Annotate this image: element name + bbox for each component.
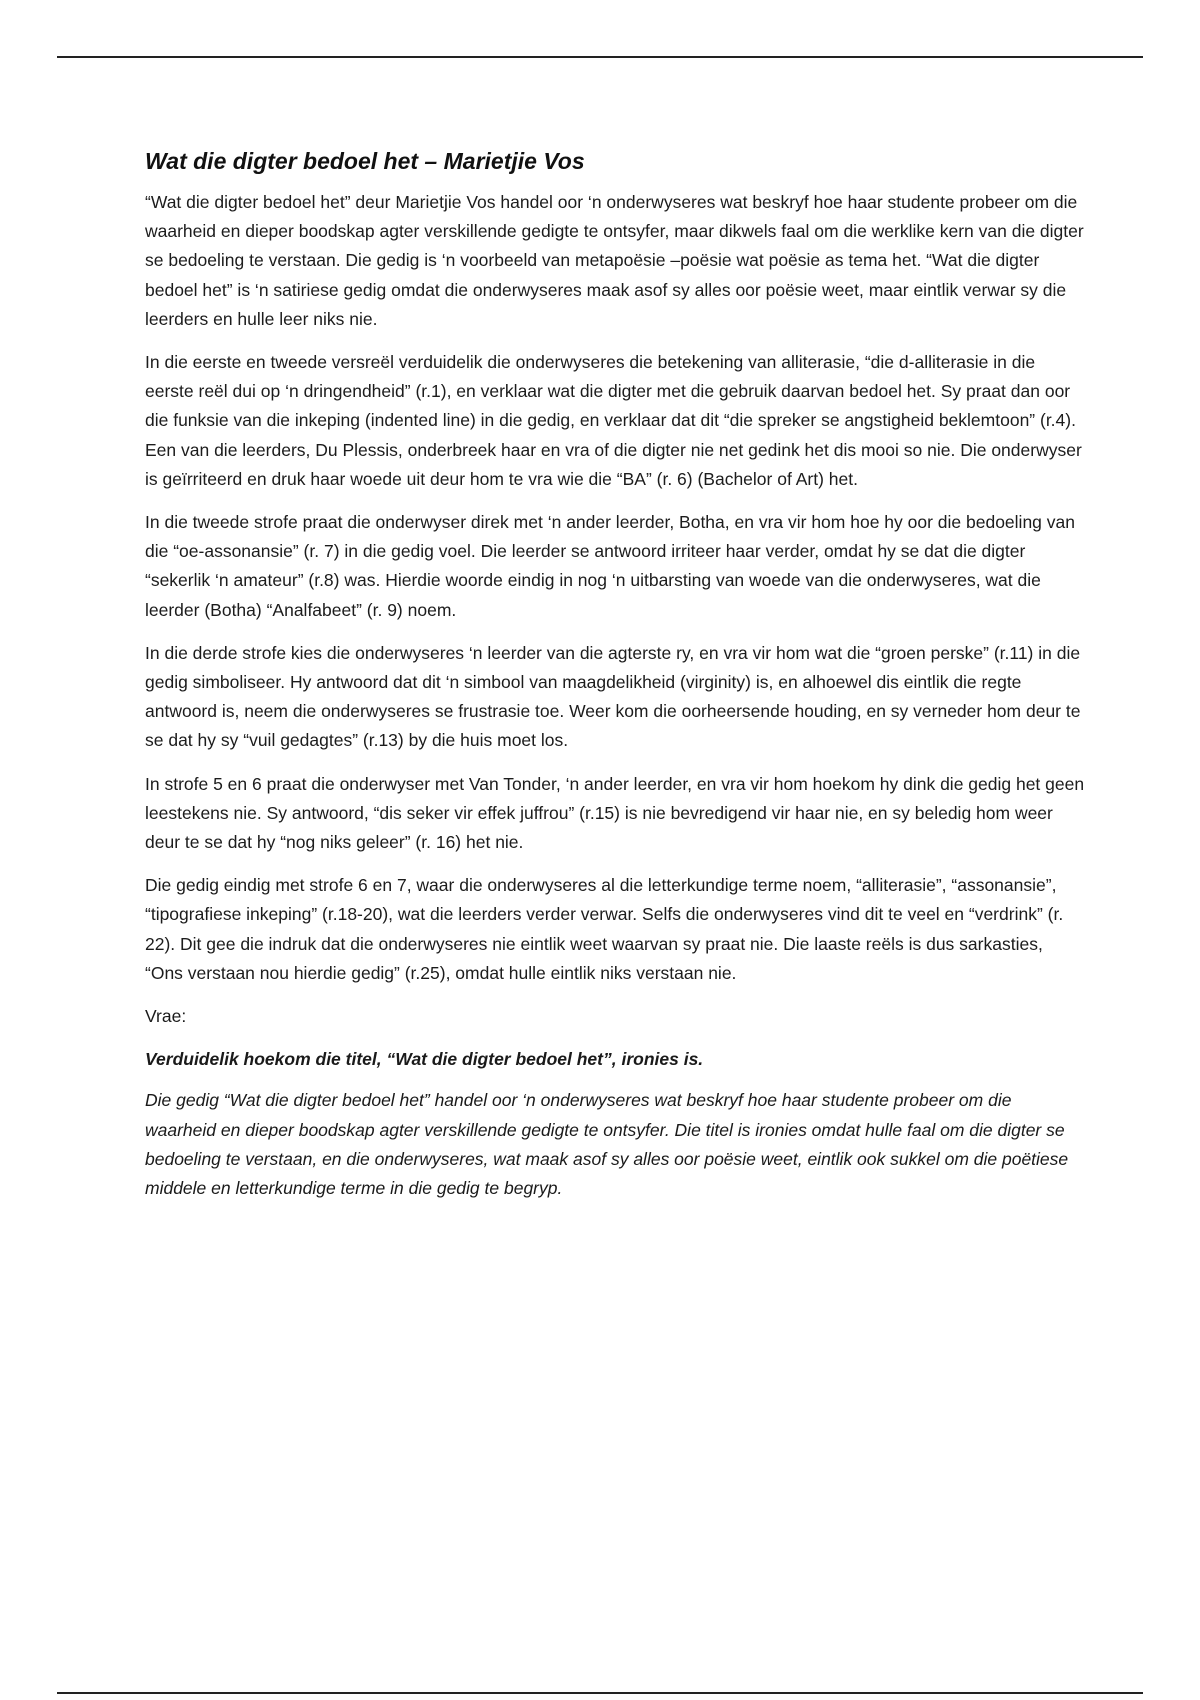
- footer-rule: [57, 1692, 1143, 1694]
- header-rule: [57, 56, 1143, 58]
- document-body: [145, 146, 1085, 1203]
- paragraph-introduction: “Wat die digter bedoel het” deur Marietjie Vos handel oor ‘n onderwyseres wat beskryf hoe haar studente probeer om die waarheid en dieper boodskap agter verskillende gedigte te ontsyfer, maar dikwels faal om die werklike kern van die digter se bedoeling te verstaan. Die gedig is ‘n voorbeeld van metapoësie –poësie wat poësie as tema het. “Wat die digter bedoel het” is ‘n satiriese gedig omdat die onderwyseres maak asof sy alles oor poësie weet, maar eintlik verwar sy die leerders en hulle leer niks nie.: [145, 192, 1084, 329]
- paragraph-third-stanza: In die derde strofe kies die onderwyseres ‘n leerder van die agterste ry, en vra vir hom wat die “groen perske” (r.11) in die gedig simboliseer. Hy antwoord dat dit ‘n simbool van maagdelikheid (virginity) is, en alhoewel dis eintlik die regte antwoord is, neem die onderwyseres se frustrasie toe. Weer kom die oorheersende houding, en sy verneder hom deur te se dat hy sy “vuil gedagtes” (r.13) by die huis moet los.: [145, 642, 1081, 751]
- paragraph-conclusion: Die gedig eindig met strofe 6 en 7, waar die onderwyseres al die letterkundige terme noem, “alliterasie”, “assonansie”, “tipografiese inkeping” (r.18-20), wat die leerders verder verwar. Selfs die onderwyseres vind dit te veel en “verdrink” (r. 22). Dit gee die indruk dat die onderwyseres nie eintlik weet waarvan sy praat nie. Die laaste reëls is dus sarkasties, “Ons verstaan nou hierdie gedig” (r.25), omdat hulle eintlik niks verstaan nie.: [145, 875, 1064, 983]
- paragraph-stanza-five-six: In strofe 5 en 6 praat die onderwyser met Van Tonder, ‘n ander leerder, en vra vir hom hoekom hy dink die gedig het geen leestekens nie. Sy antwoord, “dis seker vir effek juffrou” (r.15) is nie bevredigend vir haar nie, en sy beledig hom weer deur te se dat hy “nog niks geleer” (r. 16) het nie.: [145, 773, 1085, 853]
- question-text: Verduidelik hoekom die titel, “Wat die digter bedoel het”, ironies is.: [145, 1049, 704, 1070]
- answer-text: Die gedig “Wat die digter bedoel het” handel oor ‘n onderwyseres wat beskryf hoe haar studente probeer om die waarheid en dieper boodskap agter verskillende gedigte te ontsyfer. Die titel is ironies omdat hulle faal om die digter se bedoeling te verstaan, en die onderwyseres, wat maak asof sy alles oor poësie weet, eintlik ook sukkel om die poëtiese middele en letterkundige terme in die gedig te begryp.: [145, 1090, 1069, 1199]
- paragraph-first-stanza: In die eerste en tweede versreël verduidelik die onderwyseres die betekening van alliterasie, “die d-alliterasie in die eerste reël dui op ‘n dringendheid” (r.1), en verklaar wat die digter met die gebruik daarvan bedoel het. Sy praat dan oor die funksie van die inkeping (indented line) in die gedig, en verklaar dat dit “die spreker se angstigheid beklemtoon” (r.4). Een van die leerders, Du Plessis, onderbreek haar en vra of die digter nie net gedink het dis mooi so nie. Die onderwyser is geïrriteerd en druk haar woede uit deur hom te vra wie die “BA” (r. 6) (Bachelor of Art) het.: [145, 352, 1082, 489]
- questions-label: Vrae:: [145, 1006, 187, 1027]
- paragraph-second-stanza: In die tweede strofe praat die onderwyser direk met ‘n ander leerder, Botha, en vra vir hom hoe hy oor die bedoeling van die “oe-assonansie” (r. 7) in die gedig voel. Die leerder se antwoord irriteer haar verder, omdat hy se dat die digter “sekerlik ‘n amateur” (r.8) was. Hierdie woorde eindig in nog ‘n uitbarsting van woede van die onderwyseres, wat die leerder (Botha) “Analfabeet” (r. 9) noem.: [145, 512, 1075, 620]
- document-title: Wat die digter bedoel het – Marietjie Vos: [145, 148, 585, 174]
